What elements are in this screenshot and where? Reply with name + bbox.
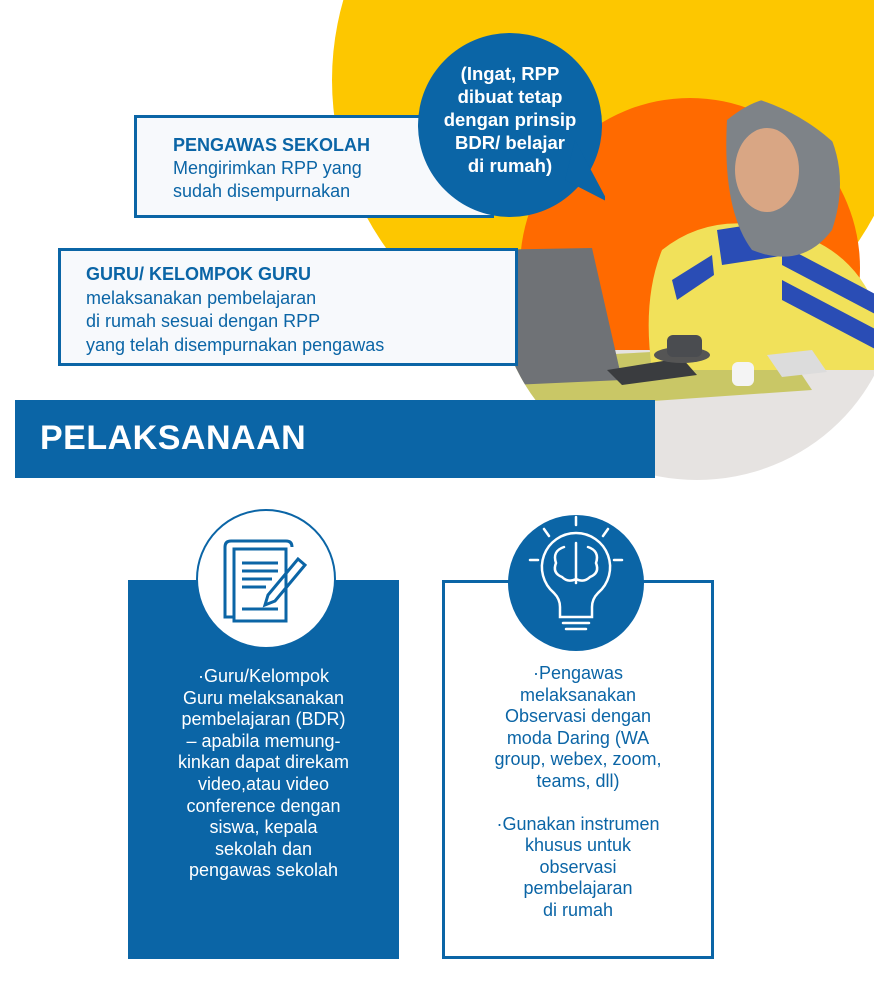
box-line: Mengirimkan RPP yang xyxy=(173,158,362,178)
box-title: GURU/ KELOMPOK GURU xyxy=(86,264,311,284)
card-line: Observasi dengan xyxy=(504,706,652,727)
bubble-line: dengan prinsip xyxy=(443,109,577,130)
card-line: ·Pengawas xyxy=(532,663,624,683)
bubble-line: BDR/ belajar xyxy=(454,132,565,153)
card-line: siswa, kepala xyxy=(209,817,318,838)
card-line: moda Daring (WA xyxy=(506,727,650,748)
bubble-line: di rumah) xyxy=(467,155,553,176)
card-line: ·Gunakan instrumen xyxy=(496,813,660,834)
brain-lightbulb-icon xyxy=(508,515,644,651)
card-line: observasi xyxy=(539,856,617,877)
card-line: teams, dll) xyxy=(536,770,620,791)
card-line: pengawas sekolah xyxy=(188,860,339,881)
box-line: yang telah disempurnakan pengawas xyxy=(86,334,385,355)
card-line: melaksanakan xyxy=(519,684,637,705)
guru-kelompok-box xyxy=(58,248,518,366)
card-line: ·Guru/Kelompok xyxy=(197,666,330,686)
card-line: conference dengan xyxy=(186,795,341,816)
box-line: di rumah sesuai dengan RPP xyxy=(86,311,321,331)
box-title: PENGAWAS SEKOLAH xyxy=(173,135,371,155)
card-line: pembelajaran (BDR) xyxy=(181,709,346,730)
card-line: kinkan dapat direkam xyxy=(177,752,350,773)
card-line: sekolah dan xyxy=(214,838,313,859)
card-line: Guru melaksanakan xyxy=(182,687,345,708)
bubble-line: dibuat tetap xyxy=(457,86,563,107)
card-line: di rumah xyxy=(542,899,614,920)
card-text xyxy=(128,666,399,882)
card-line: pembelajaran xyxy=(523,878,633,899)
section-banner xyxy=(15,400,655,478)
card-line: khusus untuk xyxy=(524,835,632,856)
card-line: group, webex, zoom, xyxy=(494,749,662,770)
box-line: melaksanakan pembelajaran xyxy=(86,287,317,308)
section-title: PELAKSANAAN xyxy=(40,419,307,457)
speech-bubble-text xyxy=(415,62,605,177)
card-line: – apabila memung- xyxy=(186,730,341,751)
document-pencil-icon xyxy=(196,509,336,649)
box-line: sudah disempurnakan xyxy=(173,181,351,201)
bubble-line: (Ingat, RPP xyxy=(460,63,560,84)
card-text xyxy=(445,663,711,922)
card-line: video,atau video xyxy=(197,773,330,794)
